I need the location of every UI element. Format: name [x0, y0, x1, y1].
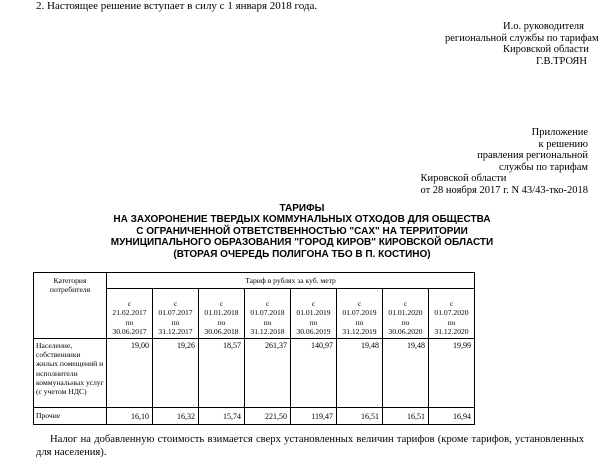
- tariff-value: 19,26: [153, 339, 199, 408]
- appendix-line: службы по тарифам: [499, 161, 588, 173]
- title-line: С ОГРАНИЧЕННОЙ ОТВЕТСТВЕННОСТЬЮ "САХ" НА ТЕРРИТОРИИ: [136, 225, 468, 237]
- signature-name: Г.В.ТРОЯН: [536, 55, 587, 67]
- period-header: [429, 288, 475, 338]
- period-to-word: по: [355, 317, 364, 327]
- appendix-line: от 28 ноября 2017 г. N 43/43-тко-2018: [420, 184, 588, 196]
- period-to-word: по: [263, 317, 272, 327]
- signature-block: [445, 21, 599, 67]
- title-line: (ВТОРАЯ ОЧЕРЕДЬ ПОЛИГОНА ТБО В П. КОСТИНО): [173, 248, 431, 260]
- category-header: Категория потребителя: [34, 273, 107, 339]
- consumer-cell: Прочие: [34, 408, 107, 425]
- tariff-value: 19,99: [429, 339, 475, 408]
- period-to: 31.12.2017: [158, 326, 193, 336]
- period-to: 30.06.2018: [204, 326, 239, 336]
- title-line: ТАРИФЫ: [279, 203, 325, 214]
- tariff-value: 16,94: [429, 408, 475, 425]
- period-from: 01.01.2018: [204, 308, 239, 318]
- period-from-word: с: [219, 299, 224, 309]
- tariff-value: 16,32: [153, 408, 199, 425]
- period-from-word: с: [311, 299, 316, 309]
- tariff-value: 16,51: [383, 408, 429, 425]
- period-header: [107, 288, 153, 338]
- appendix-line: правления региональной: [477, 150, 588, 162]
- period-from-word: с: [357, 299, 362, 309]
- tariff-header: Тариф в рублях за куб. метр: [107, 273, 475, 289]
- period-from-word: с: [265, 299, 270, 309]
- period-to-word: по: [217, 317, 226, 327]
- period-from-word: с: [449, 299, 454, 309]
- period-to: 30.06.2020: [388, 326, 423, 336]
- intro-line: 2. Настоящее решение вступает в силу с 1 января 2018 года.: [36, 0, 318, 12]
- tariff-value: 261,37: [245, 339, 291, 408]
- signature-region: Кировской области: [503, 44, 589, 56]
- period-header: [337, 288, 383, 338]
- tariff-value: 16,51: [337, 408, 383, 425]
- document-title: [0, 203, 604, 260]
- tariff-value: 140,97: [291, 339, 337, 408]
- period-to-word: по: [447, 317, 456, 327]
- period-from-word: с: [173, 299, 178, 309]
- period-from-word: с: [127, 299, 132, 309]
- tariff-value: 16,10: [107, 408, 153, 425]
- period-to-word: по: [171, 317, 180, 327]
- title-line: НА ЗАХОРОНЕНИЕ ТВЕРДЫХ КОММУНАЛЬНЫХ ОТХОДОВ ДЛЯ ОБЩЕСТВА: [113, 214, 491, 226]
- period-to: 30.06.2019: [296, 326, 331, 336]
- appendix-line: к решению: [538, 138, 588, 150]
- period-to: 31.12.2020: [434, 326, 469, 336]
- tariff-value: 19,48: [383, 339, 429, 408]
- vat-note: Налог на добавленную стоимость взимается сверх установленных величин тарифов (кроме тарифов, установленных для населения).: [36, 434, 584, 458]
- tariff-value: 18,57: [199, 339, 245, 408]
- period-from: 01.01.2020: [388, 308, 423, 318]
- period-to: 30.06.2017: [112, 326, 147, 336]
- period-header: [245, 288, 291, 338]
- title-line: МУНИЦИПАЛЬНОГО ОБРАЗОВАНИЯ "ГОРОД КИРОВ" КИРОВСКОЙ ОБЛАСТИ: [110, 237, 494, 249]
- period-to-word: по: [309, 317, 318, 327]
- tariff-value: 221,50: [245, 408, 291, 425]
- period-to-word: по: [125, 317, 134, 327]
- period-header: [291, 288, 337, 338]
- period-header: [383, 288, 429, 338]
- period-from: 01.07.2019: [342, 308, 377, 318]
- table-row: [34, 408, 475, 425]
- tariff-value: 15,74: [199, 408, 245, 425]
- appendix-block: [420, 127, 588, 197]
- period-from: 01.01.2019: [296, 308, 331, 318]
- period-from: 01.07.2017: [158, 308, 193, 318]
- period-header: [153, 288, 199, 338]
- period-from: 01.07.2018: [250, 308, 285, 318]
- consumer-cell: Население, собственники жилых помещений и исполнители коммунальных услуг (с учетом НДС): [34, 339, 107, 408]
- tariff-value: 19,48: [337, 339, 383, 408]
- signature-position: И.о. руководителя: [503, 21, 585, 32]
- appendix-line: Приложение: [531, 127, 588, 138]
- tariff-value: 119,47: [291, 408, 337, 425]
- period-header: [199, 288, 245, 338]
- table-row: [34, 339, 475, 408]
- period-to: 31.12.2019: [342, 326, 377, 336]
- signature-org: региональной службы по тарифам: [445, 32, 599, 44]
- period-from: 21.02.2017: [112, 308, 147, 318]
- period-from-word: с: [403, 299, 408, 309]
- appendix-line: Кировской области: [420, 173, 507, 185]
- tariff-table: [33, 272, 475, 425]
- tariff-value: 19,00: [107, 339, 153, 408]
- period-to: 31.12.2018: [250, 326, 285, 336]
- period-from: 01.07.2020: [434, 308, 469, 318]
- period-to-word: по: [401, 317, 410, 327]
